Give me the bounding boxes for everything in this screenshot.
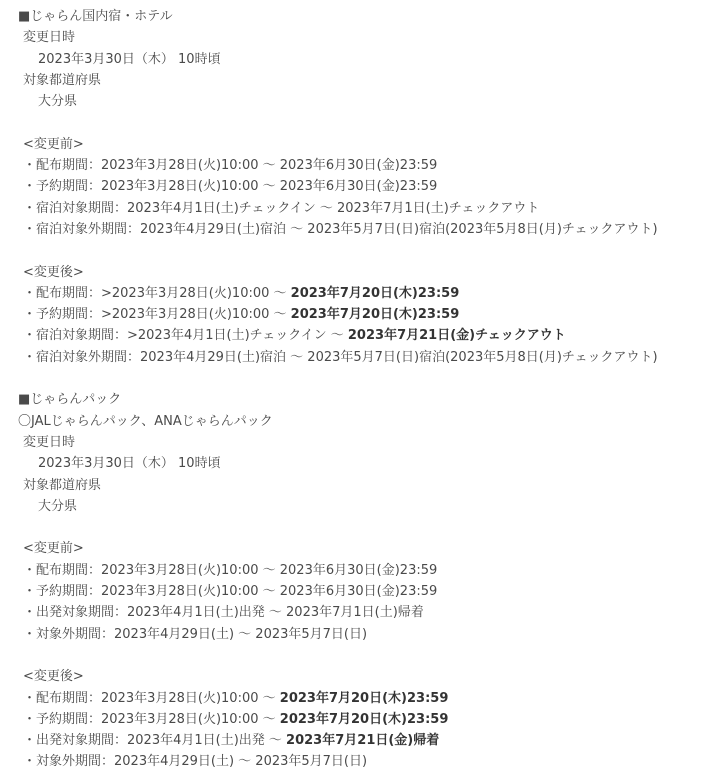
pack-after-label: <変更後> [23, 669, 84, 685]
hotel-after-item [23, 325, 725, 346]
hotel-after-new-date: 2023年7月20日(木)23:59 [290, 307, 460, 323]
pack-after-new-date: 2023年7月20日(木)23:59 [279, 690, 449, 706]
hotel-after-plain: ・予約期間：>2023年3月28日(火)10:00 ～ [23, 307, 291, 323]
pack-change-date-value: 2023年3月30日（木） 10時頃 [38, 456, 221, 472]
pack-after-new-date: 2023年7月20日(木)23:59 [279, 711, 449, 727]
hotel-before-label: <変更前> [23, 136, 84, 152]
notice-content [18, 6, 725, 773]
pack-after-plain: ・配布期間：2023年3月28日(火)10:00 ～ [23, 690, 280, 706]
hotel-after-plain: ・宿泊対象期間：>2023年4月1日(土)チェックイン ～ [23, 328, 348, 344]
pack-after-item [23, 730, 725, 751]
pack-subheading: 〇JALじゃらんパック、ANAじゃらんパック [18, 413, 273, 429]
hotel-after-label: <変更後> [23, 264, 84, 280]
hotel-after-plain: ・配布期間：>2023年3月28日(火)10:00 ～ [23, 285, 291, 301]
pack-after-item [23, 709, 725, 730]
hotel-before-item: ・宿泊対象外期間：2023年4月29日(土)宿泊 ～ 2023年5月7日(日)宿泊(2023年5月8日(月)チェックアウト) [23, 221, 658, 237]
pack-prefecture-label: 対象都道府県 [23, 477, 102, 493]
hotel-after-new-date: 2023年7月21日(金)チェックアウト [347, 328, 566, 344]
pack-heading: ■じゃらんパック [18, 392, 122, 408]
spacer [23, 368, 725, 389]
hotel-before-item: ・配布期間：2023年3月28日(火)10:00 ～ 2023年6月30日(金)23:59 [23, 158, 438, 174]
hotel-prefecture-value: 大分県 [38, 94, 78, 110]
pack-before-item: ・出発対象期間：2023年4月1日(土)出発 ～ 2023年7月1日(土)帰着 [23, 605, 424, 621]
hotel-after-item [23, 283, 725, 304]
pack-after-new-date: 2023年7月21日(金)帰着 [286, 733, 440, 749]
hotel-after-item [23, 347, 725, 368]
spacer [23, 112, 725, 133]
pack-before-item: ・予約期間：2023年3月28日(火)10:00 ～ 2023年6月30日(金)23:59 [23, 584, 438, 600]
pack-after-item [23, 751, 725, 772]
hotel-after-plain: ・宿泊対象外期間：2023年4月29日(土)宿泊 ～ 2023年5月7日(日)宿泊(2023年5月8日(月)チェックアウト) [23, 349, 658, 365]
hotel-before-item: ・宿泊対象期間：2023年4月1日(土)チェックイン ～ 2023年7月1日(土)チェックアウト [23, 200, 540, 216]
hotel-prefecture-label: 対象都道府県 [23, 72, 102, 88]
pack-before-item: ・対象外期間：2023年4月29日(土) ～ 2023年5月7日(日) [23, 626, 368, 642]
hotel-after-item [23, 304, 725, 325]
pack-change-date-label: 変更日時 [23, 434, 76, 450]
spacer [23, 645, 725, 666]
pack-prefecture-value: 大分県 [38, 498, 78, 514]
pack-before-label: <変更前> [23, 541, 84, 557]
hotel-heading: ■じゃらん国内宿・ホテル [18, 9, 173, 24]
hotel-after-new-date: 2023年7月20日(木)23:59 [290, 285, 460, 301]
pack-after-plain: ・予約期間：2023年3月28日(火)10:00 ～ [23, 711, 280, 727]
hotel-change-date-value: 2023年3月30日（木） 10時頃 [38, 51, 221, 67]
pack-after-plain: ・対象外期間：2023年4月29日(土) ～ 2023年5月7日(日) [23, 754, 368, 770]
spacer [23, 240, 725, 261]
pack-before-item: ・配布期間：2023年3月28日(火)10:00 ～ 2023年6月30日(金)23:59 [23, 562, 438, 578]
spacer [23, 517, 725, 538]
hotel-before-item: ・予約期間：2023年3月28日(火)10:00 ～ 2023年6月30日(金)23:59 [23, 179, 438, 195]
hotel-change-date-label: 変更日時 [23, 30, 76, 46]
pack-after-item [23, 688, 725, 709]
pack-after-plain: ・出発対象期間：2023年4月1日(土)出発 ～ [23, 733, 287, 749]
